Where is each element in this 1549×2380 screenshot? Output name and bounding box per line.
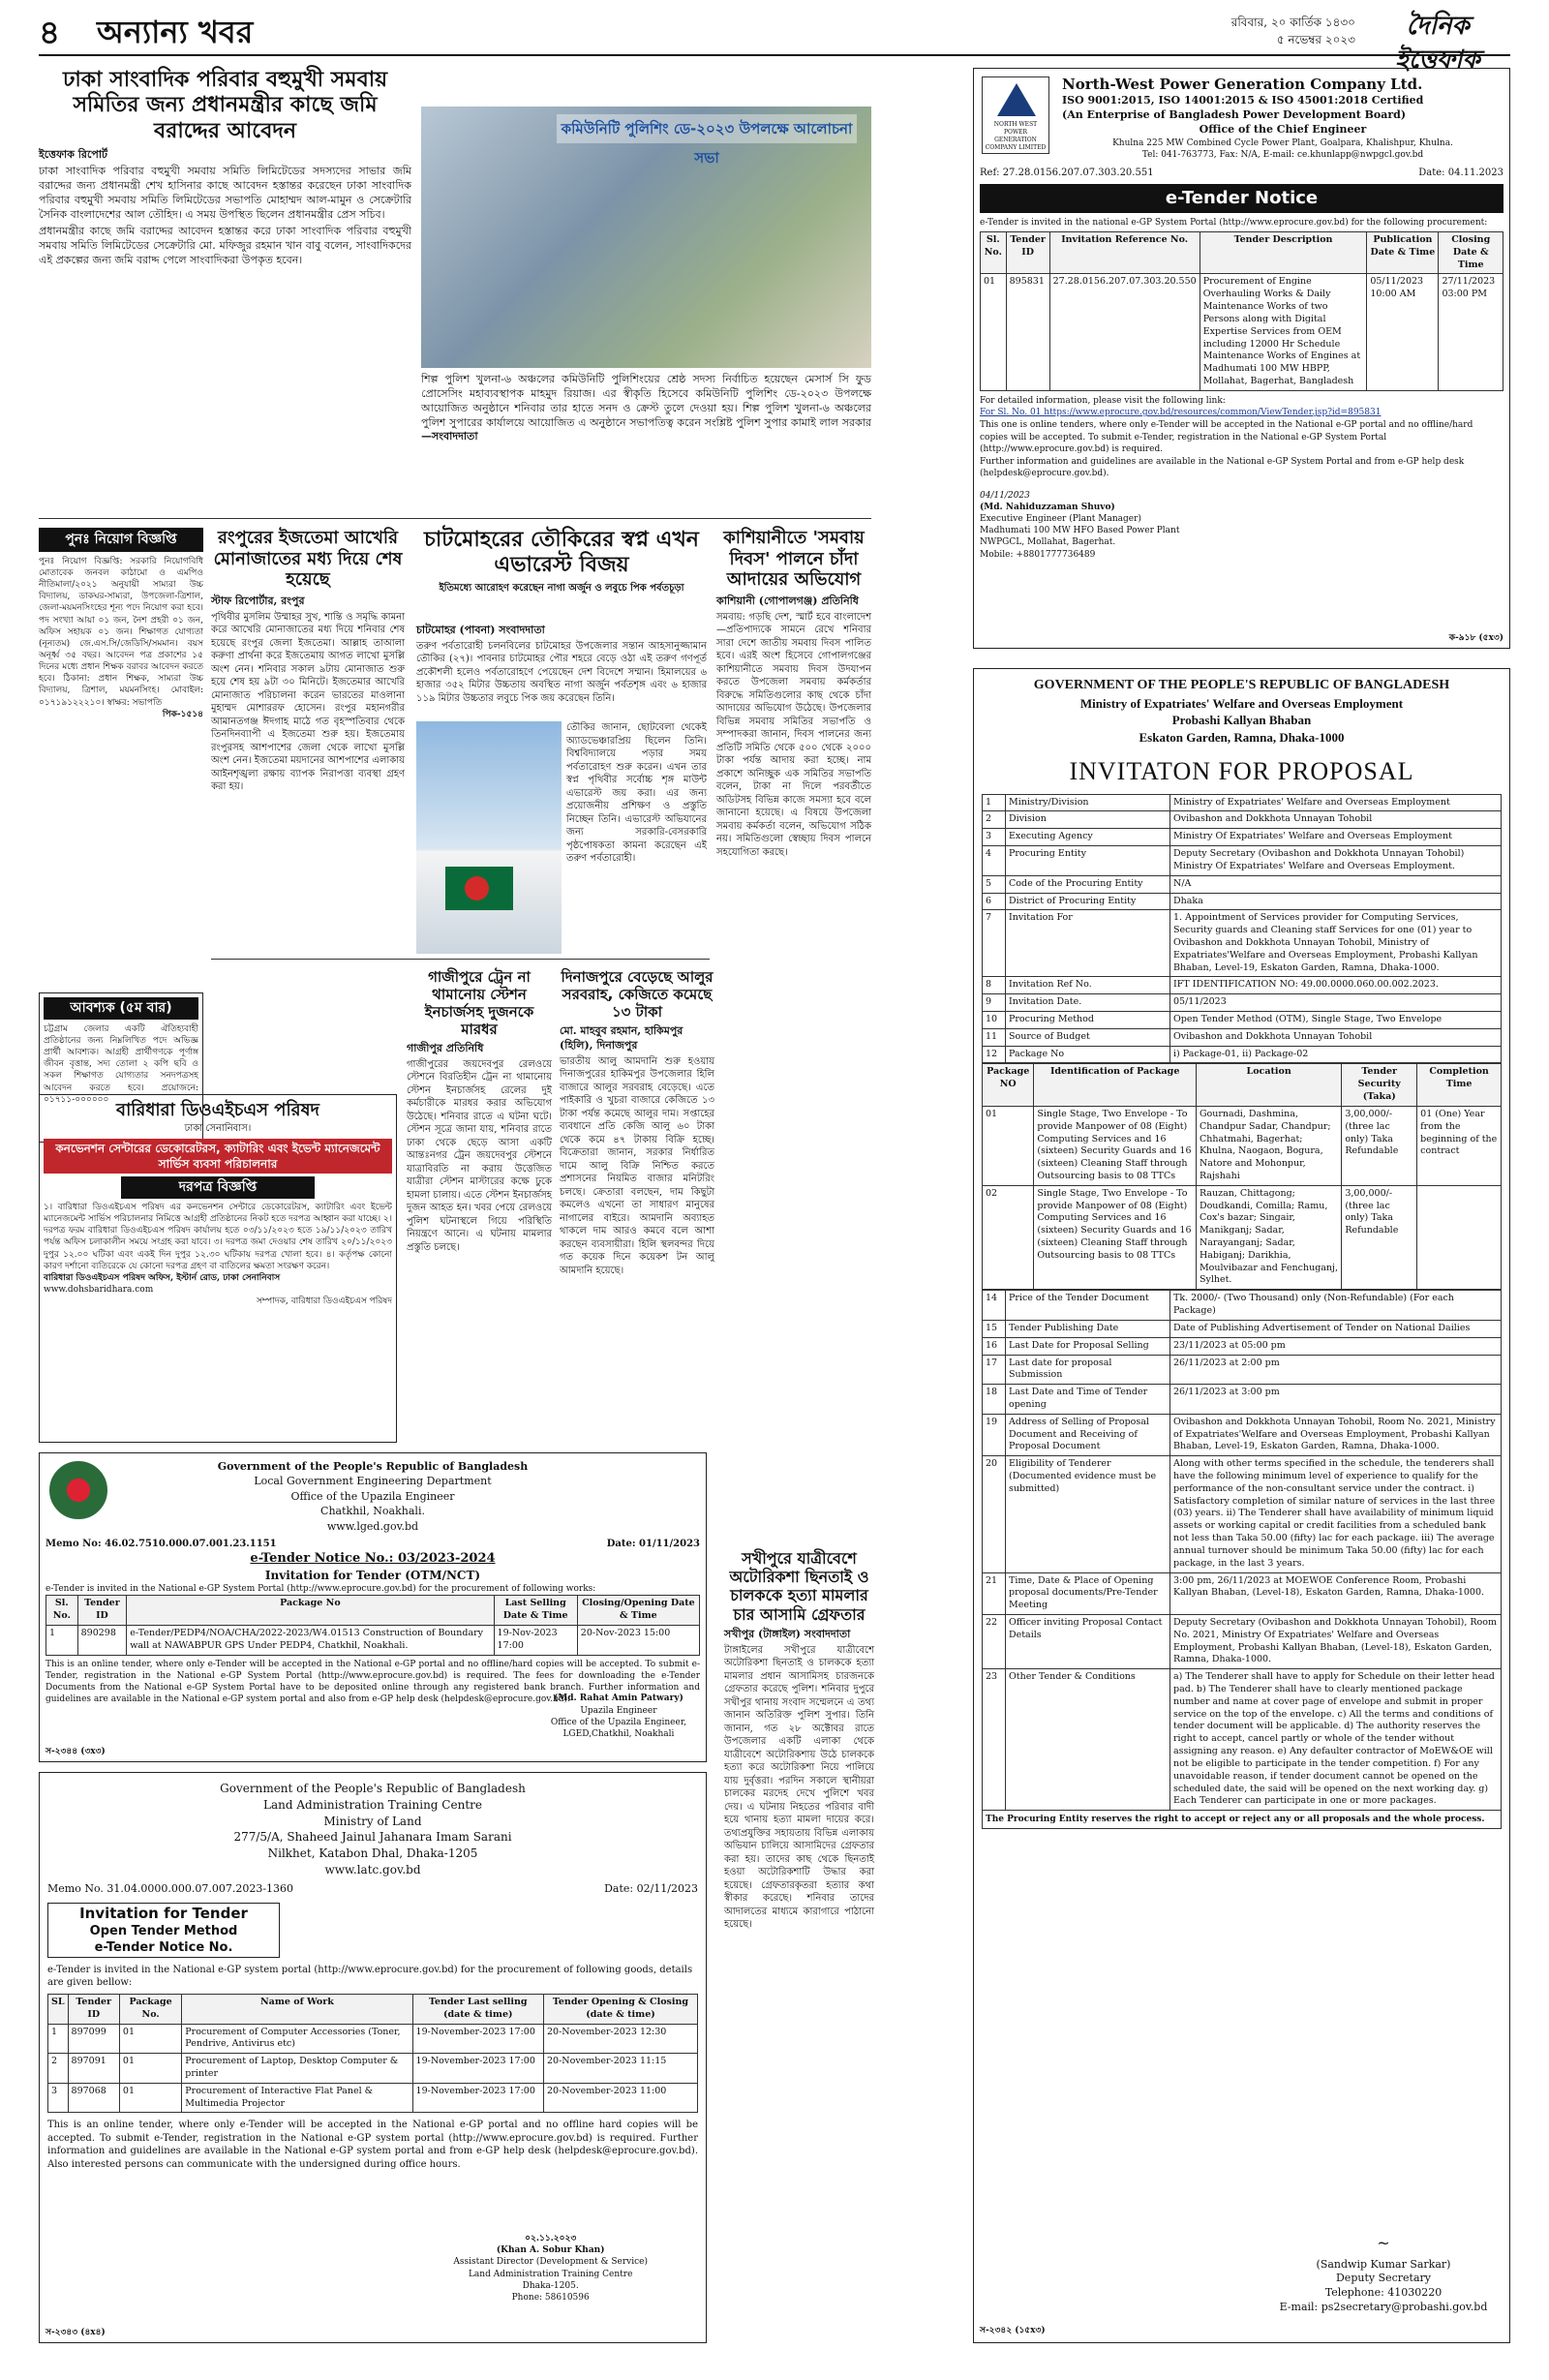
lged-website: www.lged.gov.bd	[326, 1519, 419, 1533]
notice-subtitle: Invitation for Tender (OTM/NCT)	[264, 1569, 481, 1582]
photo-mountaineer	[416, 721, 562, 954]
signature-icon: ~	[1377, 2233, 1390, 2252]
table-cell: 3:00 pm, 26/11/2023 at MOEWOE Conference Room, Probashi Kallyan Bhaban, (Level-18), Eskaton Garden, Ramna, Dhaka-1000.	[1170, 1572, 1502, 1614]
table-header: Tender Description	[1200, 232, 1367, 274]
table-cell: 27.28.0156.207.07.303.20.550	[1049, 274, 1200, 390]
table-cell: 01 (One) Year from the beginning of the contract	[1417, 1106, 1502, 1185]
byline: কাশিয়ানী (গোপালগঞ্জ) প্রতিনিধি	[716, 594, 859, 607]
table-cell: Single Stage, Two Envelope - To provide Manpower of 08 (Eight) Computing Services and 16 (sixteen) Security Guards and 16 (sixteen) Cleaning Staff through Outsourcing basis to 08 TTCs	[1034, 1185, 1197, 1290]
table-row	[983, 846, 1502, 876]
page-number: ৪	[39, 14, 61, 52]
table-header: Tender ID	[1006, 232, 1049, 274]
latc-website: www.latc.gov.bd	[324, 1862, 421, 1877]
table-cell: Deputy Secretary (Ovibashon and Dokkhota Unnayan Tohobil) Ministry Of Expatriates' Welfare and Overseas Employment.	[1170, 846, 1502, 876]
table-row	[983, 1614, 1502, 1668]
nwpgcl-logo-icon: NORTH WEST POWER GENERATION COMPANY LIMITED	[982, 76, 1049, 154]
table-cell: Ministry/Division	[1006, 794, 1170, 811]
table-cell: Officer inviting Proposal Contact Details	[1006, 1614, 1170, 1668]
ad-title: পুনঃ নিয়োগ বিজ্ঞপ্তি	[39, 528, 203, 552]
table-row	[983, 1106, 1502, 1185]
company-name: North-West Power Generation Company Ltd.	[1062, 76, 1423, 93]
notice-footer: This is an online tender, where only e-Tender will be accepted in the National e-GP portal and no offline/hard copies will be accepted. To submit e-Tender, registration in the National e-GP System Portal (http://www.eprocure.gov.bd) is required. The fees for downloading the e-Tender Documents from the National e-GP System Portal have to be deposited online through any registered bank branch. Further information and guidelines are available in the National e-GP system portal and also from e-GP help desk (helpdesk@eprocure.gov.bd).	[46, 1659, 700, 1704]
table-header: Package NO	[983, 1064, 1034, 1106]
headline: চাটমোহরের তৌকিরের স্বপ্ন এখন এভারেস্ট বিজয়	[424, 528, 699, 578]
table-row	[983, 1320, 1502, 1337]
ad-probashi-proposal: GOVERNMENT OF THE PEOPLE'S REPUBLIC OF BANGLADESH Ministry of Expatriates' Welfare and Overseas Employment Probashi Kallyan Bhaban Eskaton Garden, Ramna, Dhaka-1000 INVITATON FOR PROPOSAL 1 Ministry/Division Ministry of Expatriates' Welfare and Overseas Employment 2 Division Ovibashon and Dokkhota Unnayan Tohobil 3 Executing Agency Ministry Of Expatriates' Welfare and Overseas Employment 4 Procuring Entity Deputy Secretary (Ovibashon and Dokkhota Unnayan Tohobil) Ministry Of Expatriates' Welfare and Overseas Employment. 5 Code of the Procuring Entity N/A 6 District of Procuring Entity Dhaka 7 Invitation For 1. Appointment of Services provider for Computing Services, Security guards and Cleaning staff Services for one (01) year to Ovibashon and Dokkhota Unnayan Tohobil, Ministry of Expatriates'Welfare and Overseas Employment, Probashi Kallyan Bhaban, Level-19, Eskaton Garden, Ramna, Dhaka-1000. 8 Invitation Ref No. IFT IDENTIFICATION NO: 49.00.0000.060.00.002.2023. 9 Invitation Date. 05/11/2023 10 Procuring Method Open Tender Method (OTM), Single Stage, Two Envelope 11 Source of Budget Ovibashon and Dokkhota Unnayan Tohobil 12 Package No i) Package-01, ii) Package-02 Package NO Identification of Package Location Tender Security (Taka) Completion Time 01 Single Stage, Two Envelope - To provide Manpower of 08 (Eight) Computing Services and 16 (sixteen) Security Guards and 16 (sixteen) Cleaning Staff through Outsourcing basis to 08 TTCs Gournadi, Dashmina, Chandpur Sadar, Chandpur; Chhatmahi, Bagerhat; Khulna, Naogaon, Bogura, Natore and Mohonpur, Rajshahi 3,00,000/-(three lac only) Taka Refundable 01 (One) Year from the beginning of the contract 02 Single Stage, Two Envelope - To provide Manpower of 08 (Eight) Computing Services and 16 (sixteen) Security Guards and 16 (sixteen) Cleaning Staff through Outsourcing basis to 08 TTCs Rauzan, Chittagong; Doudkandi, Comilla; Ramu, Cox's bazar; Singair, Manikganj; Sadar, Narayanganj; Sadar, Habiganj; Darikhia, Moulvibazar and Fenchuganj, Sylhet. 3,00,000/-(three lac only) Taka Refundable 14 Price of the Tender Document Tk. 2000/- (Two Thousand) only (Non-Refundable) (For each Package) 15 Tender Publishing Date Date of Publishing Advertisement of Tender on National Dailies 16 Last Date for Proposal Selling 23/11/2023 at 05:00 pm 17 Last date for proposal Submission 26/11/2023 at 2:00 pm 18 Last Date and Time of Tender opening 26/11/2023 at 3:00 pm 19 Address of Selling of Proposal Document and Receiving of Proposal Document Ovibashon and Dokkhota Unnayan Tohobil, Room No. 2021, Ministry of Expatriates'Welfare and Overseas Employment, Probashi Kallyan Bhaban, Level-19, Eskaton Garden, Ramna, Dhaka-1000. 20 Eligibility of Tenderer (Documented evidence must be submitted) Along with other terms specified in the schedule, the tenderers shall have the following minimum level of experience to qualify for the performance of the non-consultant service under the contract. i) Satisfactory completion of similar nature of services in the last three (03) years. ii) The Tenderer shall have availability of minimum liquid assets or working capital or credit facilities from a scheduled bank not less than Taka 50.00 (fifty) lac for each package. iii) The average annual turnover should be minimum Taka 50.00 (fifty) lac for each package, in the last 3 years. 21 Time, Date & Place of Opening proposal documents/Pre-Tender Meeting 3:00 pm, 26/11/2023 at MOEWOE Conference Room, Probashi Kallyan Bhaban, (Level-18), Eskaton Garden, Ramna, Dhaka-1000. 22 Officer inviting Proposal Contact Details Deputy Secretary (Ovibashon and Dokkhota Unnayan Tohobil), Room No. 2021, Ministry Of Expatriates' Welfare and Overseas Employment, Probashi Kallyan Bhaban, (Level-18), Eskaton Garden, Ramna, Dhaka-1000. 23 Other Tender & Conditions a) The Tenderer shall have to apply for Schedule on their letter head pad. b) The Tenderer shall have to clearly mentioned package number and name at cover page of envelope and submit in proper service on the top of the envelope. c) All the terms and conditions of tender document will be applicable. d) The authority reserves the right to accept, cancel partly or whole of the tender without assigning any reason. e) Any defaulter contractor of MoEW&OE will not be eligible to participate in the tender competition. f) For any unavoidable reason, if tender document cannot be opened on the scheduled date, the said will be opened on the next working day. g) Each Tenderer can participate in one or more packages. The Procuring Entity reserves the right to accept or reject any or all proposals and the whole process. ~ (Sandwip Kumar Sarkar) Deputy Secretary Telephone: 41030220 E-mail: ps2secretary@probashi.gov.bd স-২৩৪২ (১৫x৩)	[973, 668, 1510, 2343]
table-cell: Last Date for Proposal Selling	[1006, 1337, 1170, 1355]
table-cell: 27/11/2023 03:00 PM	[1439, 274, 1503, 390]
table-cell: 21	[983, 1572, 1006, 1614]
table-cell: N/A	[1170, 875, 1502, 893]
table-cell: 05/11/2023 10:00 AM	[1367, 274, 1439, 390]
table-cell: 2	[48, 2054, 69, 2084]
table-header: Identification of Package	[1034, 1064, 1197, 1106]
table-cell: 01	[119, 2054, 181, 2084]
bangladesh-emblem-icon	[49, 1461, 107, 1519]
table-row	[983, 1456, 1502, 1572]
table-cell: 7	[983, 910, 1006, 977]
story-body: গাজীপুরের জয়দেবপুর রেলওয়ে স্টেশনে বিরতিহীন ট্রেন না থামানোয় স্টেশন ইনচার্জসহ রেলের দুই কর্মচারীকে মারধর করার অভিযোগ উঠেছে। শনিবার রাতে এ ঘটনা ঘটে। স্টেশন সূত্রে জানা যায়, শনিবার রাতে ঢাকা থেকে ছেড়ে আসা একটি আন্তঃনগর ট্রেন জয়দেবপুর স্টেশনে যাত্রাবিরতি না করায় উত্তেজিত যাত্রীরা স্টেশন মাস্টারের কক্ষে ঢুকে হামলা চালায়। এতে স্টেশন ইনচার্জসহ দুজন আহত হন। খবর পেয়ে রেলওয়ে পুলিশ ঘটনাস্থলে গিয়ে পরিস্থিতি নিয়ন্ত্রণে আনে। এ ঘটনায় মামলার প্রস্তুতি চলছে।	[407, 1058, 552, 1253]
story-body: টাঙ্গাইলের সখীপুরে যাত্রীবেশে অটোরিকশা ছিনতাই ও চালককে হত্যা মামলার প্রধান আসামিসহ চারজনকে গ্রেফতার করেছে পুলিশ। শনিবার দুপুরে সখীপুর থানায় সংবাদ সম্মেলনে এ তথ্য জানান অতিরিক্ত পুলিশ সুপার। তিনি জানান, গত ২৮ অক্টোবর রাতে উপজেলার একটি এলাকা থেকে যাত্রীবেশে অটোরিকশায় উঠে চালককে হত্যা করে অটোরিকশা নিয়ে পালিয়ে যায় দুর্বৃত্তরা। পরদিন সকালে স্থানীয়রা চালকের মরদেহ দেখে পুলিশে খবর দেয়। এ ঘটনায় নিহতের পরিবার বাদী হয়ে থানায় হত্যা মামলা দায়ের করে। তথ্যপ্রযুক্তির সহায়তায় বিভিন্ন এলাকায় অভিযান চালিয়ে আসামিদের গ্রেফতার করা হয়। তাদের কাছ থেকে ছিনতাই হওয়া অটোরিকশাটি উদ্ধার করা হয়েছে। গ্রেফতারকৃতরা হত্যার কথা স্বীকার করেছে। শনিবার তাদের আদালতের মাধ্যমে কারাগারে পাঠানো হয়েছে।	[724, 1644, 874, 1931]
ad-body: পুনঃ নিয়োগ বিজ্ঞপ্তি: সরকারি নিয়োগবিধি মোতাবেক জনবল কাঠামো ও এমপিও নীতিমালা/২০২১ অনুযায়ী সাম্যরা উচ্চ বিদ্যালয়, ডাকঘর-সাম্যরা, উপজেলা-ত্রিশাল, জেলা-ময়মনসিংহের শূন্য পদে নিয়োগ করা হবে। পদ সংখ্যা আয়া ০১ জন, নৈশ প্রহরী ০১ জন, অফিস সহায়ক ০১ জন। শিক্ষাগত যোগ্যতা (নূন্যতম) জে.এস.সি/জেডিসি/সমমান। বয়স অনূর্ধ্ব ৩৫ বছর। আবেদন পত্র প্রকাশের ১৫ দিনের মধ্যে প্রধান শিক্ষক বরাবর আবেদন করতে হবে। ঠিকানা: প্রধান শিক্ষক, সাম্যরা উচ্চ বিদ্যালয়, ত্রিশাল, ময়মনসিংহ। মোবাইল: ০১৭১৯১২২২১০। স্বাক্ষর: সভাপতি	[39, 556, 203, 708]
headline: গাজীপুরে ট্রেন না থামানোয় স্টেশন ইনচার্জসহ দুজনকে মারধর	[424, 968, 534, 1038]
table-cell: Procuring Entity	[1006, 846, 1170, 876]
notice-intro: e-Tender is invited in the national e-GP System Portal (http://www.eprocure.gov.bd) for the following procurement:	[980, 217, 1488, 228]
table-header: Invitation Reference No.	[1049, 232, 1200, 274]
table-header: Package No	[127, 1596, 494, 1626]
table-cell: 14	[983, 1291, 1006, 1321]
table-cell: Ovibashon and Dokkhota Unnayan Tohobil, Room No. 2021, Ministry of Expatriates'Welfare and Overseas Employment, Probashi Kallyan Bhaban, Level-19, Eskaton Garden, Ramna, Dhaka-1000.	[1170, 1414, 1502, 1455]
tender-link[interactable]: For Sl. No. 01 https://www.eprocure.gov.bd/resources/common/ViewTender.jsp?id=895831	[980, 408, 1382, 418]
package-table	[982, 1063, 1502, 1290]
table-header: Closing/Opening Date & Time	[577, 1596, 699, 1626]
photo-community-policing	[421, 107, 871, 368]
notice-intro: e-Tender is invited in the National e-GP system portal (http://www.eprocure.gov.bd) for the procurement of following goods, details are given bellow:	[47, 1964, 693, 1989]
table-cell: 5	[983, 875, 1006, 893]
table-header: Tender ID	[68, 1994, 119, 2024]
table-cell: 23	[983, 1669, 1006, 1811]
ad-code: স-২৩৪৪ (৩x৩)	[46, 1746, 106, 1756]
story-dinajpur-potato	[560, 968, 714, 1433]
ad-nwpgcl-tender: NORTH WEST POWER GENERATION COMPANY LIMITED North-West Power Generation Company Ltd. ISO 9001:2015, ISO 14001:2015 & ISO 45001:2018 Certified (An Enterprise of Bangladesh Power Development Board) Office of the Chief Engineer Khulna 225 MW Combined Cycle Power Plant, Goalpara, Khalishpur, Khulna. Tel: 041-763773, Fax: N/A, E-mail: ce.khunlapp@nwpgcl.gov.bd Ref: 27.28.0156.207.07.303.20.551 Date: 04.11.2023 e-Tender Notice e-Tender is invited in the national e-GP System Portal (http://www.eprocure.gov.bd) for the following procurement: Sl. No. Tender ID Invitation Reference No. Tender Description Publication Date & Time Closing Date & Time 01 895831 27.28.0156.207.07.303.20.550 Procurement of Engine Overhauling Works & Daily Maintenance Works of two Persons along with Digital Expertise Services from OEM including 12000 Hr Schedule Maintenance Works of Engines at Madhumati 100 MW HBPP, Mollahat, Bagerhat, Bangladesh 05/11/2023 10:00 AM 27/11/2023 03:00 PM For detailed information, please visit the following link: For Sl. No. 01 https://www.eprocure.gov.bd/resources/common/ViewTender.jsp?id=895831 This one is online tenders, where only e-Tender will be accepted in the National e-GP portal and no offline/hard copies will be accepted. To submit e-Tender, registration in the National e-GP System Portal (http://www.eprocure.gov.bd) is required. Further information and guidelines are available in the National e-GP System Portal and from e-GP help desk (helpdesk@eprocure.gov.bd). 04/11/2023 (Md. Nahiduzzaman Shuvo) Executive Engineer (Plant Manager) Madhumati 100 MW HFO Based Power Plant NWPGCL, Mollahat, Bagerhat. Mobile: +8801777736489 ক-৯১৮ (৫x৩)	[973, 68, 1510, 649]
table-cell: 12	[983, 1046, 1006, 1063]
notice-number: e-Tender Notice No.: 03/2023-2024	[250, 1551, 496, 1567]
table-cell: 1	[46, 1625, 78, 1655]
ad-redline: কনভেনশন সেন্টারের ডেকোরেটরস, ক্যাটারিং এবং ইভেন্ট ম্যানেজমেন্ট সার্ভিস ব্যবসা পরিচালনার	[44, 1139, 392, 1174]
table-row	[48, 2054, 698, 2084]
table-header: Tender Last selling (date & time)	[412, 1994, 543, 2024]
paragraph: প্রধানমন্ত্রীর কাছে জমি বরাদ্দের আবেদন হস্তান্তর করে ঢাকা সাংবাদিক পরিবার বহুমুখী সমবায় সমিতি লিমিটেডের সেক্রেটারি মো. মফিজুর রহমান খান বাবু বলেন, সাংবাদিকদের এই প্রকল্পের জন্য জমি বরাদ্দ পেলে সাংবাদিকরা উপকৃত হবেন।	[39, 225, 411, 267]
table-cell: 02	[983, 1185, 1034, 1290]
table-cell: 11	[983, 1028, 1006, 1046]
table-header: Sl. No.	[46, 1596, 78, 1626]
table-cell: Invitation For	[1006, 910, 1170, 977]
story-sakhipur-murder	[724, 1549, 874, 2343]
ad-body: ১। বারিধারা ডিওএইচএস পরিষদ এর কনভেনশন সেন্টারে ডেকোরেটরস, ক্যাটারিং এবং ইভেন্ট ম্যানেজমেন্ট সার্ভিস পরিচালনার নিমিত্তে আগ্রহী প্রতিষ্ঠানের নিকট হতে দরপত্র আহ্বান করা যাচ্ছে। ২। দরপত্র ফরম বারিধারা ডিওএইচএস পরিষদ কার্যালয় হতে ০৩/১১/২০২৩ হতে ১৯/১১/২০২৩ তারিখ পর্যন্ত অফিস চলাকালীন সময়ে সংগ্রহ করা যাবে। ৩। দরপত্র জমা দেওয়ার শেষ তারিখ ২০/১১/২০২৩ দুপুর ১২.০০ ঘটিকা এবং একই দিন দুপুর ১২.৩০ ঘটিকায় দরপত্র খোলা হবে। ৪। কর্তৃপক্ষ কোনো কারণ দর্শানো ব্যতিরেকে যে কোনো দরপত্র গ্রহণ বা বাতিলের ক্ষমতা সংরক্ষণ করেন।	[44, 1203, 392, 1271]
table-header: Name of Work	[182, 1994, 412, 2024]
table-row	[983, 829, 1502, 846]
table-cell: Ovibashon and Dokkhota Unnayan Tohobil	[1170, 1028, 1502, 1046]
table-cell: Invitation Ref No.	[1006, 977, 1170, 994]
table-cell: 890298	[77, 1625, 127, 1655]
table-cell: Procurement of Computer Accessories (Toner, Pendrive, Antivirus etc)	[182, 2024, 412, 2054]
table-header: Tender Security (Taka)	[1342, 1064, 1417, 1106]
table-cell: Ministry Of Expatriates' Welfare and Overseas Employment	[1170, 829, 1502, 846]
subheadline: ইতিমধ্যে আরোহণ করেছেন নাগা অর্জুন ও লবুচে পিক পর্বতচূড়া	[439, 582, 684, 594]
table-cell: Ministry of Expatriates' Welfare and Overseas Employment	[1170, 794, 1502, 811]
table-cell: Last Date and Time of Tender opening	[1006, 1385, 1170, 1415]
ad-code: স-২৩৪২ (১৫x৩)	[980, 2325, 1046, 2335]
table-row	[983, 1337, 1502, 1355]
table-cell: Tender Publishing Date	[1006, 1320, 1170, 1337]
newspaper-logo: দৈনিক ইত্তেফাক	[1395, 12, 1480, 76]
table-cell: 26/11/2023 at 3:00 pm	[1170, 1385, 1502, 1415]
table-row	[983, 1028, 1502, 1046]
table-cell: 1	[48, 2024, 69, 2054]
paragraph: ঢাকা সাংবাদিক পরিবার বহুমুখী সমবায় সমিতি লিমিটেডের সদস্যদের সাভার জমি বরাদ্দের জন্য প্রধানমন্ত্রী শেখ হাসিনার কাছে আবেদন হস্তান্তর করেছেন ঢাকা সাংবাদিক পরিবার বহুমুখী সমবায় সমিতি লিমিটেডের সভাপতি মোহাম্মদ আল-মামুন ও সেক্রেটারি সৈনিক বাংলাদেশের আল তৌহিদ। এ সময় উপস্থিত ছিলেন প্রধানমন্ত্রীর প্রেস সচিব।	[39, 165, 411, 221]
table-cell: 1. Appointment of Services provider for Computing Services, Security guards and Cleaning staff Services for one (01) year to Ovibashon and Dokkhota Unnayan Tohobil, Ministry of Expatriates'Welfare and Overseas Employment, Probashi Kallyan Bhaban, Level-19, Eskaton Garden, Ramna, Dhaka-1000.	[1170, 910, 1502, 977]
table-cell: 16	[983, 1337, 1006, 1355]
table-cell: 05/11/2023	[1170, 994, 1502, 1012]
table-cell: Eligibility of Tenderer (Documented evidence must be submitted)	[1006, 1456, 1170, 1572]
memo-number: Memo No. 31.04.0000.000.07.007.2023-1360	[47, 1881, 294, 1895]
table-header: Completion Time	[1417, 1064, 1502, 1106]
notice-date: Date: 01/11/2023	[606, 1538, 700, 1549]
table-cell: Gournadi, Dashmina, Chandpur Sadar, Chandpur; Chhatmahi, Bagerhat; Khulna, Naogaon, Bogura, Natore and Mohonpur, Rajshahi	[1196, 1106, 1341, 1185]
table-cell: Rauzan, Chittagong; Doudkandi, Comilla; Ramu, Cox's bazar; Singair, Manikganj; Sadar, Narayanganj; Sadar, Habiganj; Darikhia, Moulvibazar and Fenchuganj, Sylhet.	[1196, 1185, 1341, 1290]
ad-recruitment	[39, 528, 203, 983]
byline: ইত্তেফাক রিপোর্ট	[39, 148, 108, 162]
table-cell: a) The Tenderer shall have to apply for Schedule on their letter head pad. b) The Tenderer shall have to clearly mentioned package number and name at cover page of envelope and submit in proper service on the top of the envelope. c) All the terms and conditions of tender document will be applicable. d) The authority reserves the right to accept, cancel partly or whole of the tender without assigning any reason. e) Any defaulter contractor of MoEW&OE will not be eligible to participate in the tender competition. f) For any unavoidable reason, if tender document cannot be opened on the scheduled date, the said will be opened on the next working day. g) Each Tenderer can participate in one or more packages.	[1170, 1669, 1502, 1811]
table-row	[983, 1185, 1502, 1290]
table-cell: 897099	[68, 2024, 119, 2054]
byline: স্টাফ রিপোর্টার, রংপুর	[211, 594, 305, 607]
table-row	[48, 2083, 698, 2113]
ad-code: পিক-১৫১৪	[162, 709, 203, 719]
table-cell: 22	[983, 1614, 1006, 1668]
table-cell: Procurement of Interactive Flat Panel & Multimedia Projector	[182, 2083, 412, 2113]
table-cell: 01	[983, 1106, 1034, 1185]
story-rangpur-ijtema	[211, 528, 405, 934]
table-cell: 23/11/2023 at 05:00 pm	[1170, 1337, 1502, 1355]
table-cell: 20-November-2023 11:15	[543, 2054, 697, 2084]
table-row	[983, 1414, 1502, 1455]
table-row	[983, 1046, 1502, 1063]
table-cell: 20-November-2023 12:30	[543, 2024, 697, 2054]
story-gazipur-train	[407, 968, 552, 1433]
photo-banner-text: কমিউনিটি পুলিশিং ডে-২০২৩ উপলক্ষে আলোচনা সভা	[557, 114, 857, 143]
table-row	[983, 1291, 1502, 1321]
table-cell: Other Tender & Conditions	[1006, 1669, 1170, 1811]
ad-subtitle: ঢাকা সেনানিবাস।	[184, 1123, 252, 1135]
latc-tender-table	[47, 1994, 698, 2114]
ad-signatory: সম্পাদক, বারিধারা ডিওএইচএস পরিষদ	[256, 1297, 392, 1307]
table-cell: Ovibashon and Dokkhota Unnayan Tohobil	[1170, 811, 1502, 829]
ad-notice-title: দরপত্র বিজ্ঞপ্তি	[121, 1176, 315, 1199]
story-tawkir-everest-head	[416, 528, 707, 615]
notice-date: Date: 04.11.2023	[1418, 168, 1503, 179]
table-header: Last Selling Date & Time	[494, 1596, 577, 1626]
headline: ঢাকা সাংবাদিক পরিবার বহুমুখী সমবায় সমিতির জন্য প্রধানমন্ত্রীর কাছে জমি বরাদ্দের আবেদন	[62, 68, 388, 143]
table-cell: 01	[119, 2083, 181, 2113]
table-cell	[1417, 1185, 1502, 1290]
headline: রংপুরের ইজতেমা আখেরি মোনাজাতের মধ্য দিয়ে শেষ হয়েছে	[213, 528, 403, 591]
table-cell: 3	[48, 2083, 69, 2113]
final-note: The Procuring Entity reserves the right to accept or reject any or all proposals and the whole process.	[982, 1811, 1502, 1829]
notice-date: Date: 02/11/2023	[604, 1881, 698, 1895]
table-header: Publication Date & Time	[1367, 232, 1439, 274]
table-header: Closing Date & Time	[1439, 232, 1503, 274]
table-cell: Address of Selling of Proposal Document and Receiving of Proposal Document	[1006, 1414, 1170, 1455]
table-cell: Single Stage, Two Envelope - To provide Manpower of 08 (Eight) Computing Services and 16 (sixteen) Security Guards and 16 (sixteen) Cleaning Staff through Outsourcing basis to 08 TTCs	[1034, 1106, 1197, 1185]
table-row	[983, 1669, 1502, 1811]
table-cell: 897068	[68, 2083, 119, 2113]
table-row	[48, 2024, 698, 2054]
table-cell: 26/11/2023 at 2:00 pm	[1170, 1355, 1502, 1385]
table-cell: 3,00,000/-(three lac only) Taka Refundable	[1342, 1106, 1417, 1185]
table-cell: Procuring Method	[1006, 1012, 1170, 1029]
table-cell: 01	[119, 2024, 181, 2054]
table-cell: 897091	[68, 2054, 119, 2084]
table-cell: 9	[983, 994, 1006, 1012]
story-journalist-land	[39, 68, 411, 513]
table-cell: Last date for proposal Submission	[1006, 1355, 1170, 1385]
story-body: তৌকির জানান, ছোটবেলা থেকেই অ্যাডভেঞ্চারপ্রিয় ছিলেন তিনি। বিশ্ববিদ্যালয়ে পড়ার সময় পর্বতারোহণ শুরু করেন। এখন তার স্বপ্ন পৃথিবীর সর্বোচ্চ শৃঙ্গ মাউন্ট এভারেস্ট জয় করা। এর জন্য প্রয়োজনীয় প্রশিক্ষণ ও প্রস্তুতি নিচ্ছেন তিনি। এভারেস্ট অভিযানের জন্য সরকারি-বেসরকারি পৃষ্ঠপোষকতা কামনা করেছেন এই তরুণ পর্বতারোহী।	[566, 722, 707, 864]
ad-latc-tender: Government of the People's Republic of Bangladesh Land Administration Training Centre Ministry of Land 277/5/A, Shaheed Jainul Jahanara Imam Sarani Nilkhet, Katabon Dhal, Dhaka-1205 www.latc.gov.bd Memo No. 31.04.0000.000.07.007.2023-1360 Date: 02/11/2023 Invitation for Tender Open Tender Method e-Tender Notice No. e-Tender is invited in the National e-GP system portal (http://www.eprocure.gov.bd) for the procurement of following goods, details are given bellow: SL Tender ID Package No. Name of Work Tender Last selling (date & time) Tender Opening & Closing (date & time) 1 897099 01 Procurement of Computer Accessories (Toner, Pendrive, Antivirus etc) 19-November-2023 17:00 20-November-2023 12:30 2 897091 01 Procurement of Laptop, Desktop Computer & printer 19-November-2023 17:00 20-November-2023 11:15 3 897068 01 Procurement of Interactive Flat Panel & Multimedia Projector 19-November-2023 17:00 20-November-2023 11:00 This is an online tender, where only e-Tender will be accepted in the National e-GP portal and no offline hard copies will be accepted. To submit e-Tender, registration in the National e-GP system portal (http://www.eprocure.gov.bd) is required. Further information and guidelines are available in the National e-GP system portal and from e-GP help desk (helpdesk@eprocure.gov.bd). Also interested persons can communicate with the undersigned during office hours. ০২.১১.২০২৩ (Khan A. Sobur Khan) Assistant Director (Development & Service) Land Administration Training Centre Dhaka-1205. Phone: 58610596 স-২৩৪৩ (৪x৪)	[39, 1772, 707, 2343]
table-cell: 19-Nov-2023 17:00	[494, 1625, 577, 1655]
table-cell: Invitation Date.	[1006, 994, 1170, 1012]
table-cell: Date of Publishing Advertisement of Tender on National Dailies	[1170, 1320, 1502, 1337]
table-cell: e-Tender/PEDP4/NOA/CHA/2022-2023/W4.01513 Construction of Boundary wall at NAWABPUR GPS Under PEDP4, Chatkhil, Noakhali.	[127, 1625, 494, 1655]
table-row	[983, 1572, 1502, 1614]
table-row	[983, 1385, 1502, 1415]
table-cell: Along with other terms specified in the schedule, the tenderers shall have the following minimum level of experience to qualify for the performance of the non-consultant service under the contract. i) Satisfactory completion of similar nature of services in the last three (03) years. ii) The Tenderer shall have availability of minimum liquid assets or working capital or credit facilities from a scheduled bank not less than Taka 50.00 (fifty) lac for each package. iii) The average annual turnover should be minimum Taka 50.00 (fifty) lac for each package, in the last 3 years.	[1170, 1456, 1502, 1572]
divider	[211, 959, 710, 960]
table-row	[983, 794, 1502, 811]
table-cell: 17	[983, 1355, 1006, 1385]
page-header	[39, 8, 1510, 76]
table-cell: Dhaka	[1170, 893, 1502, 910]
table-header: Location	[1196, 1064, 1341, 1106]
section-title: অন্যান্য খবর	[97, 14, 254, 50]
proposal-info-table	[982, 794, 1502, 1064]
table-cell: 19-November-2023 17:00	[412, 2054, 543, 2084]
story-body: সমবায়: গড়ছি দেশ, স্মার্ট হবে বাংলাদেশ—প্রতিপাদ্যকে সামনে রেখে শনিবার সারা দেশে জাতীয় সমবায় দিবস পালিত হবে। এরই অংশ হিসেবে গোপালগঞ্জের কাশিয়ানীতে সমবায় দিবস উদযাপন করতে উপজেলা সমবায় কর্মকর্তার বিরুদ্ধে সমিতিগুলোর কাছ থেকে চাঁদা আদায়ের অভিযোগ উঠেছে। উপজেলার বিভিন্ন সমবায় সমিতির সভাপতি ও সম্পাদকরা জানান, দিবস পালনের জন্য প্রতিটি সমিতি থেকে ৫০০ থেকে ২০০০ টাকা পর্যন্ত আদায় করা হচ্ছে। নাম প্রকাশে অনিচ্ছুক এক সমিতির সভাপতি বলেন, টাকা না দিলে পরবর্তীতে অডিটসহ বিভিন্ন কাজে সমস্যা হবে বলে জানানো হয়েছে। এ বিষয়ে উপজেলা সমবায় কর্মকর্তা বলেন, অভিযোগ সঠিক নয়। সমিতিগুলো স্বেচ্ছায় দিবস পালনে সহযোগিতা করছে।	[716, 611, 871, 858]
table-cell: IFT IDENTIFICATION NO: 49.00.0000.060.00.002.2023.	[1170, 977, 1502, 994]
table-header: Package No.	[119, 1994, 181, 2024]
flag-image	[445, 867, 513, 910]
ad-website: www.dohsbaridhara.com	[44, 1285, 154, 1296]
table-row	[983, 1355, 1502, 1385]
table-cell: 8	[983, 977, 1006, 994]
table-cell: Procurement of Laptop, Desktop Computer & printer	[182, 2054, 412, 2084]
memo-number: Memo No: 46.02.7510.000.07.001.23.1151	[46, 1538, 277, 1549]
story-body: তরুণ পর্বতারোহী চলনবিলের চাটমোহর উপজেলার সন্তান আহসানুজ্জামান তৌকির (২৭)। পাবনার চাটমোহর পৌর শহরে বেড়ে ওঠা এই তরুণ গণপূর্ত প্রকৌশলী হলেও পর্বতারোহণে পেয়েছেন দেশ বিদেশে সম্মান। হিমালয়ের ৬ হাজার ৩৫২ মিটার উচ্চতায় অবস্থিত নাগা অর্জুন পর্বতশৃঙ্গ এবং ৬ হাজার ১১৯ মিটার উচ্চতার লবুচে পিক জয় করেছেন তিনি।	[416, 640, 707, 704]
story-body: পৃথিবীর মুসলিম উম্মাহর সুখ, শান্তি ও সমৃদ্ধি কামনা করে আখেরি মোনাজাতের মধ্য দিয়ে শনিবার শেষ হয়েছে রংপুর জেলা ইজতেমা। আল্লাহ তাআলা করুণা প্রার্থনা করে ইজতেমায় আগত লাখো মুসল্লি অংশ নেন। শনিবার সকাল ৯টায় মোনাজাত শুরু হয়ে শেষ হয় ৯টা ৩০ মিনিটে। ইজতেমার আখেরি মোনাজাত পরিচালনা করেন ভারতের মাওলানা মুহাম্মদ মোশাররফ হোসেন। রংপুর মহানগরীর আমানতগঞ্জ ঈদগাহ মাঠে গত বৃহস্পতিবার থেকে তিনদিনব্যাপী এ ইজতেমা শুরু হয়। ইজতেমায় রংপুরসহ আশপাশের জেলা থেকে লাখো মুসল্লি অংশ নেন। ইজতেমা ময়দানের আশপাশের এলাকায় আইনশৃঙ্খলা রক্ষায় ব্যাপক নিরাপত্তা ব্যবস্থা গ্রহণ করা হয়।	[211, 611, 406, 793]
table-cell: 18	[983, 1385, 1006, 1415]
headline: দিনাজপুরে বেড়েছে আলুর সরবরাহ, কেজিতে কমেছে ১৩ টাকা	[561, 968, 714, 1021]
table-cell: Source of Budget	[1006, 1028, 1170, 1046]
table-row	[983, 811, 1502, 829]
byline: সখীপুর (টাঙ্গাইল) সংবাদদাতা	[724, 1627, 851, 1640]
byline: গাজীপুর প্রতিনিধি	[407, 1042, 484, 1054]
table-row	[981, 274, 1503, 390]
table-row	[983, 893, 1502, 910]
table-header: SL	[48, 1994, 69, 2024]
ad-body: চট্টগ্রাম জেলার একটি ঐতিহ্যবাহী প্রতিষ্ঠানের জন্য নিম্নলিখিত পদে অভিজ্ঞ প্রার্থী আবশ্যক। আগ্রহী প্রার্থীগণকে পূর্ণাঙ্গ জীবন বৃত্তান্ত, সদ্য তোলা ২ কপি ছবি ও সকল শিক্ষাগত যোগ্যতার সনদপত্রসহ আবেদন করতে হবে। প্রয়োজনে: ০১৭১১-০০০০০০	[44, 1023, 198, 1105]
nwpgcl-tender-table	[980, 231, 1503, 391]
notice-title: INVITATON FOR PROPOSAL	[1069, 756, 1414, 785]
table-header: Sl. No.	[981, 232, 1007, 274]
table-cell: 2	[983, 811, 1006, 829]
table-cell: 1	[983, 794, 1006, 811]
table-cell: i) Package-01, ii) Package-02	[1170, 1046, 1502, 1063]
table-cell: 895831	[1006, 274, 1049, 390]
ad-baridhara-tender	[39, 1094, 397, 1443]
issue-date: রবিবার, ২০ কার্তিক ১৪৩০ ৫ নভেম্বর ২০২৩	[1230, 15, 1355, 46]
proposal-info-table-2	[982, 1290, 1502, 1811]
table-cell: 15	[983, 1320, 1006, 1337]
table-cell: Price of the Tender Document	[1006, 1291, 1170, 1321]
byline: মো. মাহবুব রহমান, হাকিমপুর (হিলি), দিনাজপুর	[560, 1024, 683, 1052]
ad-address: বারিধারা ডিওএইচএস পরিষদ অফিস, ইস্টার্ন রোড, ঢাকা সেনানিবাস	[44, 1272, 281, 1283]
table-cell: Tk. 2000/- (Two Thousand) only (Non-Refundable) (For each Package)	[1170, 1291, 1502, 1321]
table-cell: 01	[981, 274, 1007, 390]
table-cell: 19	[983, 1414, 1006, 1455]
table-cell: Executing Agency	[1006, 829, 1170, 846]
table-cell: 6	[983, 893, 1006, 910]
photo-caption: শিল্প পুলিশ খুলনা-৬ অঞ্চলের কমিউনিটি পুলিশিংয়ের শ্রেষ্ঠ সদস্য নির্বাচিত হয়েছেন মেসার্স সি ফুড প্রোসেসিং মহাব্যবস্থাপক মাহমুদ রিয়াজ। এর স্বীকৃতি হিসেবে কমিউনিটি পুলিশিং ডে-২০২৩ উপলক্ষে আয়োজিত অনুষ্ঠানে শনিবার তার হাতে সনদ ও ক্রেস্ট তুলে দেওয়া হয়। শিল্প পুলিশ খুলনা-৬ অঞ্চলের পুলিশ সুপারের কার্যালয়ে আয়োজিত এ অনুষ্ঠানে সভাপতিত্ব করেন সংশ্লিষ্ট পুলিশ সুপার কামাই লাল সরকার —সংবাদদাতা	[421, 373, 871, 443]
table-cell: 20	[983, 1456, 1006, 1572]
table-row	[983, 1012, 1502, 1029]
table-cell: 3	[983, 829, 1006, 846]
table-cell: 20-November-2023 11:00	[543, 2083, 697, 2113]
ad-title: বারিধারা ডিওএইচএস পরিষদ	[116, 1100, 319, 1120]
notice-title: e-Tender Notice	[980, 184, 1503, 213]
story-body: ভারতীয় আলু আমদানি শুরু হওয়ায় দিনাজপুরের হাকিমপুর উপজেলার হিলি বাজারে আলুর সরবরাহ বেড়েছে। এতে পাইকারি ও খুচরা বাজারে কেজিতে ১৩ টাকা পর্যন্ত কমেছে আলুর দাম। সপ্তাহের ব্যবধানে প্রতি কেজি আলু ৬০ টাকা থেকে কমে ৪৭ টাকায় বিক্রি হচ্ছে। বিক্রেতারা জানান, সরকার নির্ধারিত দামে আলু বিক্রি নিশ্চিত করতে প্রশাসনের নিয়মিত বাজার মনিটরিং চলছে। ক্রেতারা বলছেন, দাম কিছুটা কমলেও এখনো তা সাধারণ মানুষের নাগালের বাইরে। আমদানি অব্যাহত থাকলে দাম আরও কমবে বলে আশা করছেন ব্যবসায়ীরা। হিলি স্থলবন্দর দিয়ে গত কয়েক দিনে কয়েকশ টন আলু আমদানি হয়েছে।	[560, 1055, 714, 1276]
table-cell: Deputy Secretary (Ovibashon and Dokkhota Unnayan Tohobil), Room No. 2021, Ministry Of Expatriates' Welfare and Overseas Employment, Probashi Kallyan Bhaban, (Level-18), Eskaton Garden, Ramna, Dhaka-1000.	[1170, 1614, 1502, 1668]
story-tawkir-body1	[416, 620, 707, 717]
table-cell: 20-Nov-2023 15:00	[577, 1625, 699, 1655]
story-kashiani-cooperative	[716, 528, 871, 1370]
table-cell: Procurement of Engine Overhauling Works & Daily Maintenance Works of two Persons along with Digital Expertise Services from OEM including 12000 Hr Schedule Maintenance Works of Engines at Madhumati 100 MW HBPP, Mollahat, Bagerhat, Bangladesh	[1200, 274, 1367, 390]
table-header: Tender Opening & Closing (date & time)	[543, 1994, 697, 2024]
table-cell: 10	[983, 1012, 1006, 1029]
table-cell: 19-November-2023 17:00	[412, 2083, 543, 2113]
table-cell: 19-November-2023 17:00	[412, 2024, 543, 2054]
table-cell: 3,00,000/-(three lac only) Taka Refundable	[1342, 1185, 1417, 1290]
table-row	[983, 994, 1502, 1012]
lged-tender-table	[46, 1595, 700, 1655]
ad-code: স-২৩৪৩ (৪x৪)	[46, 2327, 106, 2337]
story-tawkir-body2	[566, 721, 707, 954]
table-cell: 4	[983, 846, 1006, 876]
table-row	[983, 910, 1502, 977]
divider	[39, 518, 871, 519]
notice-intro: e-Tender is invited in the National e-GP System Portal (http://www.eprocure.gov.bd) for the procurement of following works:	[46, 1584, 596, 1595]
reference-number: Ref: 27.28.0156.207.07.303.20.551	[980, 168, 1154, 179]
headline: কাশিয়ানীতে 'সমবায় দিবস' পালনে চাঁদা আদায়ের অভিযোগ	[723, 528, 865, 591]
table-cell: Division	[1006, 811, 1170, 829]
table-cell: Time, Date & Place of Opening proposal documents/Pre-Tender Meeting	[1006, 1572, 1170, 1614]
ad-lged-tender: Government of the People's Republic of Bangladesh Local Government Engineering Department Office of the Upazila Engineer Chatkhil, Noakhali. www.lged.gov.bd Memo No: 46.02.7510.000.07.001.23.1151 Date: 01/11/2023 e-Tender Notice No.: 03/2023-2024 Invitation for Tender (OTM/NCT) e-Tender is invited in the National e-GP System Portal (http://www.eprocure.gov.bd) for the procurement of following works: Sl. No. Tender ID Package No Last Selling Date & Time Closing/Opening Date & Time 1 890298 e-Tender/PEDP4/NOA/CHA/2022-2023/W4.01513 Construction of Boundary wall at NAWABPUR GPS Under PEDP4, Chatkhil, Noakhali. 19-Nov-2023 17:00 20-Nov-2023 15:00 This is an online tender, where only e-Tender will be accepted in the National e-GP portal and no offline/hard copies will be accepted. To submit e-Tender, registration in the National e-GP System Portal (http://www.eprocure.gov.bd) is required. The fees for downloading the e-Tender Documents from the National e-GP System Portal have to be deposited online through any registered bank branch. Further information and guidelines are available in the National e-GP system portal and also from e-GP help desk (helpdesk@eprocure.gov.bd). (Md. Rahat Amin Patwary) Upazila Engineer Office of the Upazila Engineer, LGED,Chatkhil, Noakhali স-২৩৪৪ (৩x৩)	[39, 1452, 707, 1762]
table-cell: District of Procuring Entity	[1006, 893, 1170, 910]
table-row	[983, 875, 1502, 893]
byline: চাটমোহর (পাবনা) সংবাদদাতা	[416, 624, 545, 636]
notice-footer: This is an online tender, where only e-Tender will be accepted in the National e-GP portal and no offline hard copies will be accepted. To submit e-Tender, registration in the National e-GP system portal (http://www.eprocure.gov.bd) is required. Further information and guidelines are available in the National e-GP system portal and from e-GP help desk (helpdesk@eprocure.gov.bd). Also interested persons can communicate with the undersigned during office hours.	[47, 2120, 698, 2170]
table-header: Tender ID	[77, 1596, 127, 1626]
table-row	[46, 1625, 700, 1655]
ad-title: আবশ্যক (৫ম বার)	[44, 997, 198, 1020]
table-cell: Open Tender Method (OTM), Single Stage, Two Envelope	[1170, 1012, 1502, 1029]
table-cell: Code of the Procuring Entity	[1006, 875, 1170, 893]
table-row	[983, 977, 1502, 994]
table-cell: Package No	[1006, 1046, 1170, 1063]
ad-code: ক-৯১৮ (৫x৩)	[1448, 632, 1503, 643]
headline: সখীপুরে যাত্রীবেশে অটোরিকশা ছিনতাই ও চালককে হত্যা মামলার চার আসামি গ্রেফতার	[729, 1549, 869, 1624]
